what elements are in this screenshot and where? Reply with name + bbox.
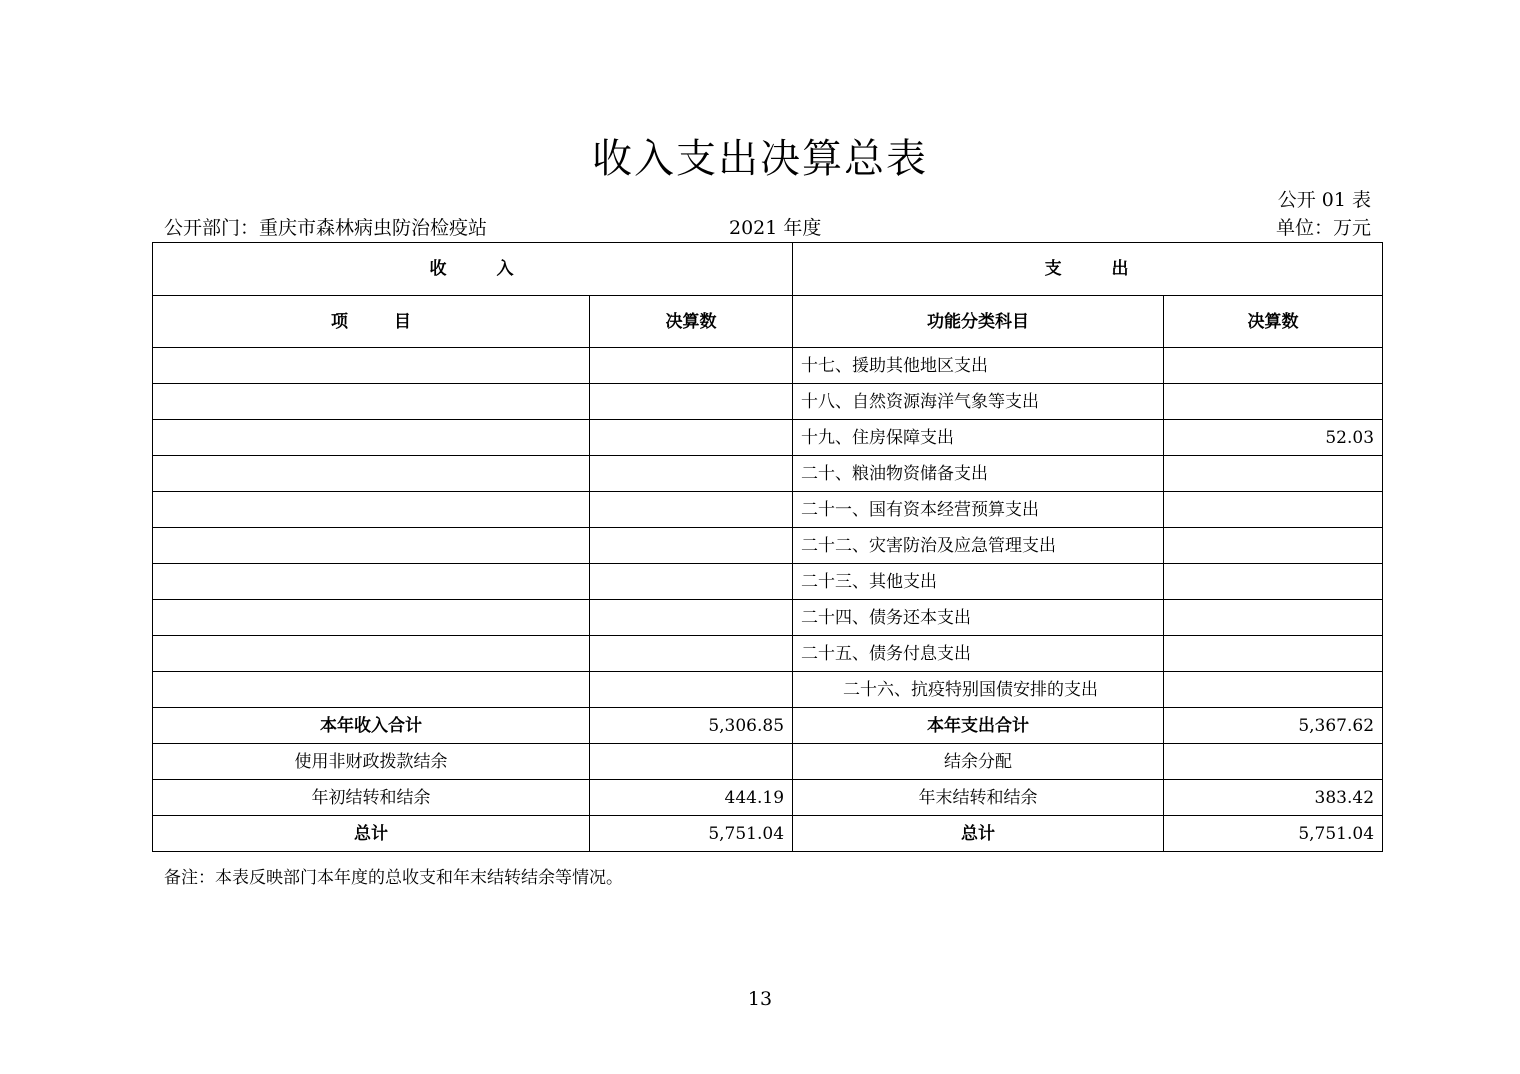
footnote: 备注：本表反映部门本年度的总收支和年末结转结余等情况。: [164, 868, 623, 888]
income-amount-cell: [590, 456, 793, 492]
expense-item-cell: 二十三、其他支出: [793, 564, 1164, 600]
func-category-column-header: 功能分类科目: [793, 296, 1164, 348]
department-label: 公开部门：重庆市森林病虫防治检疫站: [164, 217, 488, 239]
table-row: [153, 456, 1383, 492]
page-title: 收入支出决算总表: [592, 136, 928, 182]
total-row: [153, 816, 1383, 852]
expense-total-amount: 5,367.62: [1164, 708, 1383, 744]
expense-total-label: 年末结转和结余: [793, 780, 1164, 816]
income-item-cell: [153, 420, 590, 456]
expense-total-amount: 5,751.04: [1164, 816, 1383, 852]
expense-header: 支 出: [793, 243, 1383, 296]
expense-item-cell: 二十、粮油物资储备支出: [793, 456, 1164, 492]
expense-total-label: 结余分配: [793, 744, 1164, 780]
expense-item-cell: 二十二、灾害防治及应急管理支出: [793, 528, 1164, 564]
table-row: [153, 492, 1383, 528]
income-total-amount: [590, 744, 793, 780]
expense-item-cell: 十九、住房保障支出: [793, 420, 1164, 456]
income-item-cell: [153, 492, 590, 528]
table-row: [153, 348, 1383, 384]
expense-total-label: 总计: [793, 816, 1164, 852]
amount-column-header: 决算数: [590, 296, 793, 348]
income-total-amount: 444.19: [590, 780, 793, 816]
expense-item-cell: 二十六、抗疫特别国债安排的支出: [793, 672, 1164, 708]
income-amount-cell: [590, 600, 793, 636]
income-header: 收 入: [153, 243, 793, 296]
income-expense-table: [152, 242, 1383, 852]
expense-amount-cell: [1164, 348, 1383, 384]
table-row: [153, 384, 1383, 420]
income-item-cell: [153, 600, 590, 636]
income-amount-cell: [590, 384, 793, 420]
income-total-amount: 5,751.04: [590, 816, 793, 852]
header-row-columns: [153, 296, 1383, 348]
expense-amount-cell: [1164, 492, 1383, 528]
income-amount-cell: [590, 636, 793, 672]
expense-item-cell: 二十五、债务付息支出: [793, 636, 1164, 672]
income-total-label: 总计: [153, 816, 590, 852]
income-item-cell: [153, 672, 590, 708]
table-row: [153, 636, 1383, 672]
income-amount-cell: [590, 672, 793, 708]
table-row: [153, 528, 1383, 564]
expense-amount-cell: [1164, 528, 1383, 564]
income-total-amount: 5,306.85: [590, 708, 793, 744]
expense-amount-cell: [1164, 636, 1383, 672]
income-total-label: 年初结转和结余: [153, 780, 590, 816]
income-amount-cell: [590, 528, 793, 564]
header-row-section: [153, 243, 1383, 296]
income-item-cell: [153, 456, 590, 492]
table-row: [153, 600, 1383, 636]
income-amount-cell: [590, 420, 793, 456]
expense-amount-cell: [1164, 384, 1383, 420]
expense-amount-cell: [1164, 456, 1383, 492]
income-item-cell: [153, 348, 590, 384]
page-number: 13: [747, 988, 773, 1010]
income-item-cell: [153, 384, 590, 420]
expense-total-amount: 383.42: [1164, 780, 1383, 816]
expense-amount-cell: [1164, 672, 1383, 708]
expense-total-amount: [1164, 744, 1383, 780]
income-amount-cell: [590, 564, 793, 600]
amount2-column-header: 决算数: [1164, 296, 1383, 348]
expense-total-label: 本年支出合计: [793, 708, 1164, 744]
expense-item-cell: 十七、援助其他地区支出: [793, 348, 1164, 384]
income-item-cell: [153, 528, 590, 564]
form-number: 公开 01 表: [1277, 189, 1371, 211]
income-item-cell: [153, 636, 590, 672]
expense-item-cell: 十八、自然资源海洋气象等支出: [793, 384, 1164, 420]
income-amount-cell: [590, 348, 793, 384]
expense-item-cell: 二十一、国有资本经营预算支出: [793, 492, 1164, 528]
fiscal-year: 2021 年度: [729, 217, 822, 239]
income-total-label: 本年收入合计: [153, 708, 590, 744]
table-row: [153, 420, 1383, 456]
income-total-label: 使用非财政拨款结余: [153, 744, 590, 780]
total-row: [153, 744, 1383, 780]
expense-amount-cell: [1164, 600, 1383, 636]
total-row: [153, 780, 1383, 816]
unit-label: 单位：万元: [1275, 217, 1371, 239]
income-amount-cell: [590, 492, 793, 528]
table-row: [153, 564, 1383, 600]
expense-amount-cell: [1164, 564, 1383, 600]
item-column-header: 项 目: [153, 296, 590, 348]
total-row: [153, 708, 1383, 744]
income-item-cell: [153, 564, 590, 600]
expense-item-cell: 二十四、债务还本支出: [793, 600, 1164, 636]
table-row: [153, 672, 1383, 708]
expense-amount-cell: 52.03: [1164, 420, 1383, 456]
